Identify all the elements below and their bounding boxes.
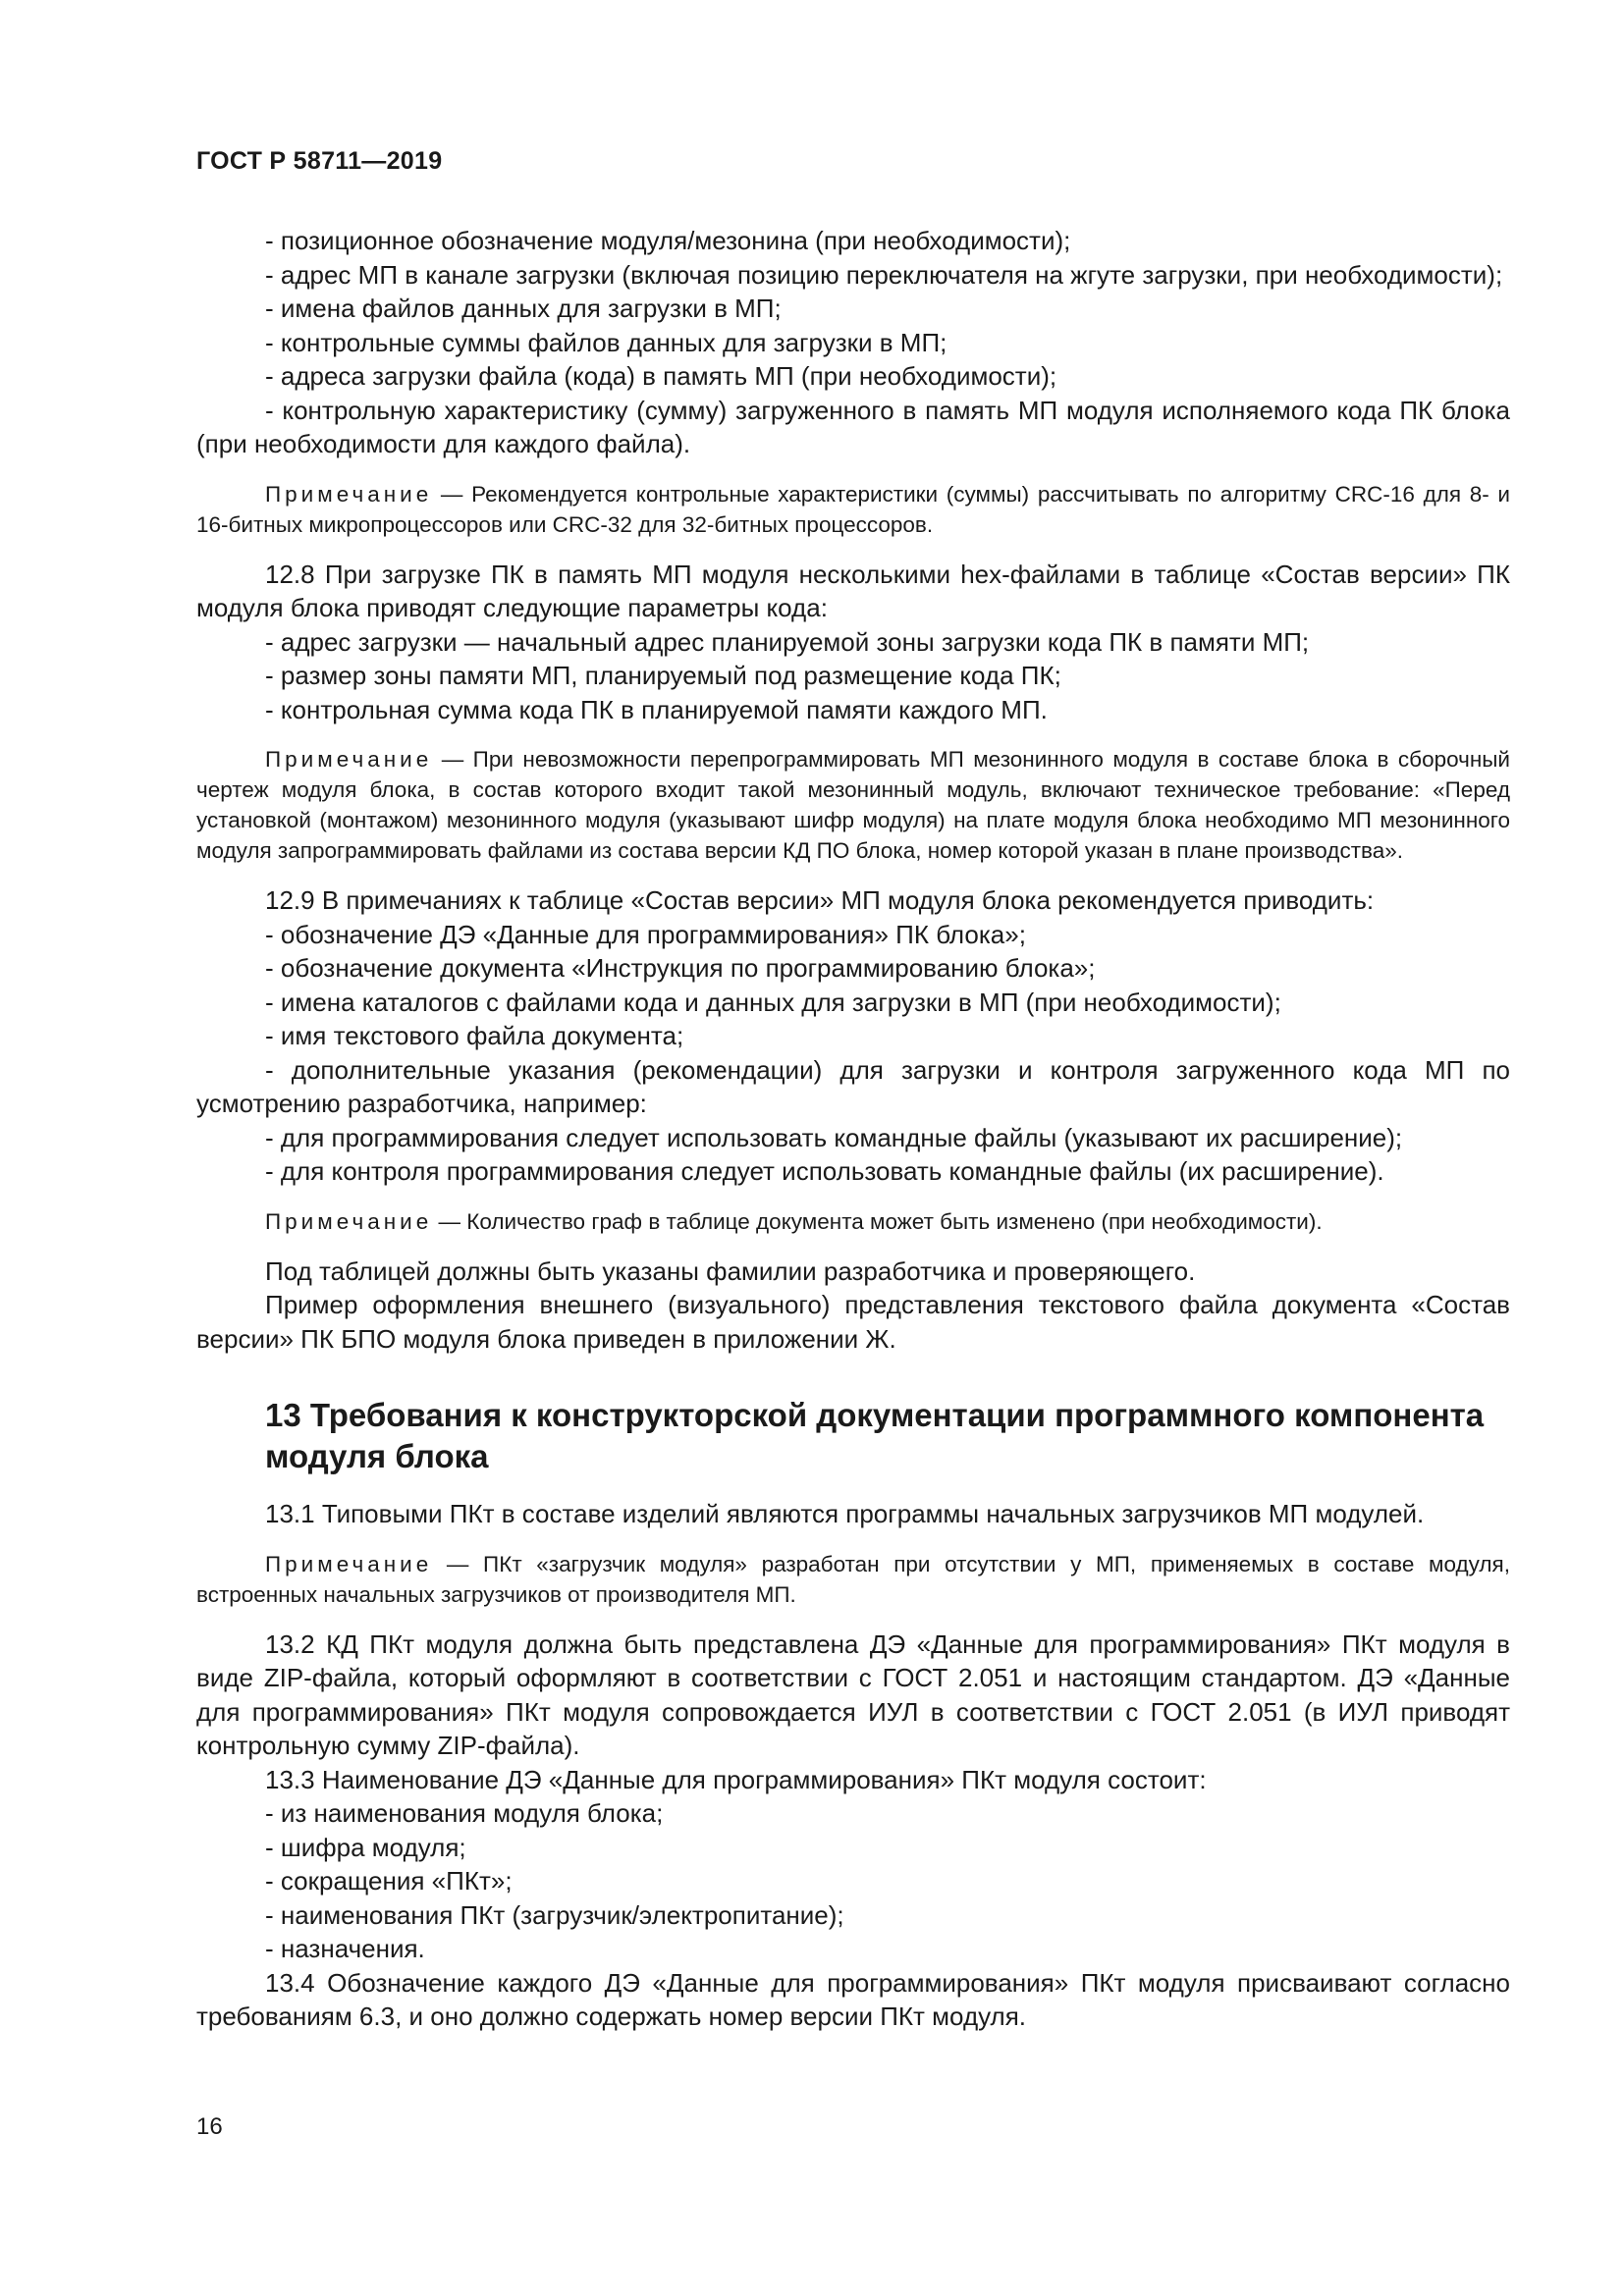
list-item: - имена файлов данных для загрузки в МП; [265, 294, 782, 323]
body-paragraph: 13.1 Типовыми ПКт в составе изделий являются программы начальных загрузчиков МП модулей. [265, 1499, 1425, 1528]
list-item: - дополнительные указания (рекомендации) для загрузки и контроля загруженного кода МП по усмотрению разработчика, например: [196, 1054, 1510, 1118]
note-text: — Количество граф в таблице документа может быть изменено (при необходимости). [432, 1208, 1323, 1234]
body-paragraph: 13.3 Наименование ДЭ «Данные для программирования» ПКт модуля состоит: [265, 1764, 1207, 1794]
list-item: - имя текстового файла документа; [265, 1021, 684, 1050]
list-item: - обозначение документа «Инструкция по программированию блока»; [265, 953, 1096, 983]
note-text: — При невозможности перепрограммировать МП мезонинного модуля в составе блока в сборочный чертеж модуля блока, в состав которого входит такой мезонинный модуль, включают техническое требование: «Перед установкой (монтажом) мезонинного модуля (указывают шифр модуля) на плате модуля блока необходимо МП мезонинного модуля запрограммировать файлами из состава версии КД ПО блока, номер которой указан в плане производства». [196, 747, 1510, 863]
note-label: Примечание [265, 481, 433, 507]
note-paragraph [196, 1549, 1510, 1610]
list-item: - контрольная сумма кода ПК в планируемой памяти каждого МП. [265, 694, 1048, 724]
note-text: — Рекомендуется контрольные характеристики (суммы) рассчитывать по алгоритму CRC-16 для 8- и 16-битных микропроцессоров или CRC-32 для 32-битных процессоров. [196, 481, 1510, 537]
body-paragraph: Под таблицей должны быть указаны фамилии разработчика и проверяющего. [265, 1255, 1196, 1286]
list-item: - адреса загрузки файла (кода) в память МП (при необходимости); [265, 361, 1057, 391]
list-item: - имена каталогов с файлами кода и данных для загрузки в МП (при необходимости); [265, 987, 1281, 1017]
note-paragraph [196, 744, 1510, 866]
note-paragraph [196, 1206, 1510, 1237]
list-item: - шифра модуля; [265, 1832, 466, 1862]
list-item: - для контроля программирования следует использовать командные файлы (их расширение). [265, 1156, 1384, 1186]
list-item: - адрес загрузки — начальный адрес планируемой зоны загрузки кода ПК в памяти МП; [265, 626, 1310, 657]
note-text: — ПКт «загрузчик модуля» разработан при отсутствии у МП, применяемых в составе модуля, встроенных начальных загрузчиков от производителя МП. [196, 1551, 1510, 1607]
list-item: - контрольные суммы файлов данных для загрузки в МП; [265, 327, 947, 357]
list-item: - размер зоны памяти МП, планируемый под размещение кода ПК; [265, 661, 1061, 690]
page-number: 16 [196, 2113, 223, 2140]
section-heading: 13 Требования к конструкторской документации программного компонента модуля блока [265, 1397, 1485, 1474]
list-item: - адрес МП в канале загрузки (включая позицию переключателя на жгуте загрузки, при необходимости); [265, 259, 1503, 290]
body-paragraph: Пример оформления внешнего (визуального) представления текстового файла документа «Состав версии» ПК БПО модуля блока приведен в приложении Ж. [196, 1290, 1510, 1354]
list-item: - назначения. [265, 1934, 425, 1963]
list-item: - из наименования модуля блока; [265, 1798, 664, 1828]
note-label: Примечание [265, 1208, 433, 1234]
list-item: - сокращения «ПКт»; [265, 1866, 513, 1896]
note-label: Примечание [265, 747, 433, 772]
list-item: - обозначение ДЭ «Данные для программирования» ПК блока»; [265, 919, 1026, 949]
body-paragraph: 13.2 КД ПКт модуля должна быть представлена ДЭ «Данные для программирования» ПКт модуля в виде ZIP-файла, который оформляют в соответствии с ГОСТ 2.051 и настоящим стандартом. ДЭ «Данные для программирования» ПКт модуля сопровождается ИУЛ в соответствии с ГОСТ 2.051 (в ИУЛ приводят контрольную сумму ZIP-файла). [196, 1629, 1510, 1760]
list-item: - для программирования следует использовать командные файлы (указывают их расширение); [265, 1122, 1403, 1152]
body-paragraph: 13.4 Обозначение каждого ДЭ «Данные для программирования» ПКт модуля присваивают согласно требованиям 6.3, и оно должно содержать номер версии ПКт модуля. [196, 1967, 1510, 2031]
body-paragraph: 12.8 При загрузке ПК в память МП модуля несколькими hex-файлами в таблице «Состав версии» ПК модуля блока приводят следующие параметры кода: [196, 559, 1510, 622]
list-item: - наименования ПКт (загрузчик/электропитание); [265, 1899, 844, 1930]
list-item: - позиционное обозначение модуля/мезонина (при необходимости); [265, 226, 1071, 255]
note-paragraph [196, 479, 1510, 540]
running-header-doc-code: ГОСТ Р 58711—2019 [196, 147, 443, 175]
body-paragraph: 12.9 В примечаниях к таблице «Состав версии» МП модуля блока рекомендуется приводить: [265, 885, 1375, 915]
note-label: Примечание [265, 1551, 433, 1576]
list-item: - контрольную характеристику (сумму) загруженного в память МП модуля исполняемого кода ПК блока (при необходимости для каждого файла). [196, 395, 1510, 458]
document-body [196, 224, 1510, 2034]
